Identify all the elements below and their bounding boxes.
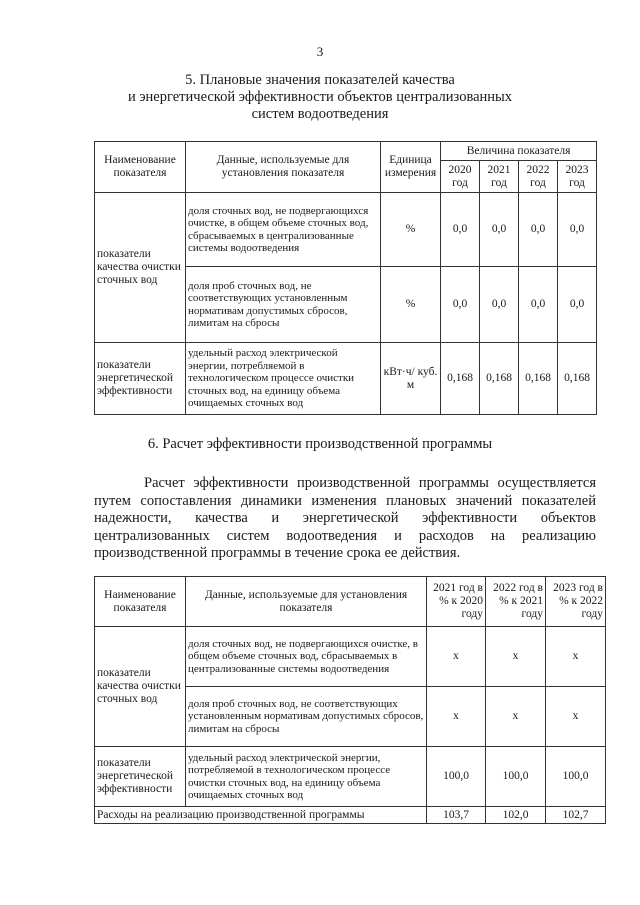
header-unit: Единица измерения xyxy=(381,142,441,193)
row-data: доля проб сточных вод, не соответствующих установленным нормативам допустимых сбросов, лимитам на сбросы xyxy=(186,267,381,343)
row-value: 100,0 xyxy=(546,747,606,807)
group-energy: показатели энергетической эффективности xyxy=(95,343,186,415)
header-year: 2022 год xyxy=(519,161,558,193)
row-unit: кВт·ч/ куб. м xyxy=(381,343,441,415)
header-period: 2023 год в % к 2022 году xyxy=(546,577,606,627)
section-6-paragraph xyxy=(94,475,596,563)
paragraph-line: надежности, качества и энергетической эффективности объектов xyxy=(94,510,596,526)
expenses-value: 103,7 xyxy=(427,807,486,824)
row-value: 0,0 xyxy=(441,267,480,343)
section-6-title: 6. Расчет эффективности производственной программы xyxy=(147,436,493,452)
row-value: х xyxy=(486,627,546,687)
row-data: доля сточных вод, не подвергающихся очистке, в общем объеме сточных вод, сбрасываемых в централизованные системы водоотведения xyxy=(186,193,381,267)
header-data: Данные, используемые для установления показателя xyxy=(186,577,427,627)
indicators-table xyxy=(94,141,597,415)
row-value: х xyxy=(427,687,486,747)
section-5-title-line: 5. Плановые значения показателей качества xyxy=(185,72,455,88)
row-data: доля сточных вод, не подвергающихся очистке, в общем объеме сточных вод, сбрасываемых в централизованные системы водоотведения xyxy=(186,627,427,687)
row-value: 0,0 xyxy=(558,193,597,267)
expenses-value: 102,0 xyxy=(486,807,546,824)
row-value: 100,0 xyxy=(486,747,546,807)
row-value: 0,168 xyxy=(558,343,597,415)
row-unit: % xyxy=(381,267,441,343)
page-number: 3 xyxy=(316,44,324,59)
expenses-value: 102,7 xyxy=(546,807,606,824)
row-data: удельный расход электрической энергии, потребляемой в технологическом процессе очистки сточных вод, на единицу объема очищаемых сточных вод xyxy=(186,747,427,807)
header-year: 2021 год xyxy=(480,161,519,193)
paragraph-line: производственной программы в течение срока ее действия. xyxy=(94,545,461,561)
row-value: х xyxy=(486,687,546,747)
row-value: 0,168 xyxy=(519,343,558,415)
row-value: 0,0 xyxy=(480,193,519,267)
section-5-title xyxy=(0,72,640,123)
group-energy: показатели энергетической эффективности xyxy=(95,747,186,807)
row-unit: % xyxy=(381,193,441,267)
paragraph-line: Расчет эффективности производственной программы осуществляется xyxy=(144,475,596,491)
expenses-label: Расходы на реализацию производственной программы xyxy=(95,807,427,824)
row-value: 0,168 xyxy=(441,343,480,415)
paragraph-line: путем сопоставления динамики изменения плановых значений показателей xyxy=(94,492,596,509)
paragraph-line: централизованных систем водоотведения и расходов на реализацию xyxy=(94,527,596,544)
row-value: 0,0 xyxy=(441,193,480,267)
row-value: 100,0 xyxy=(427,747,486,807)
row-value: 0,0 xyxy=(519,267,558,343)
efficiency-table xyxy=(94,576,606,824)
row-value: 0,0 xyxy=(558,267,597,343)
header-name: Наименование показателя xyxy=(95,142,186,193)
group-quality: показатели качества очистки сточных вод xyxy=(95,627,186,747)
row-data: удельный расход электрической энергии, потребляемой в технологическом процессе очистки сточных вод, на единицу объема очищаемых сточных вод xyxy=(186,343,381,415)
header-name: Наименование показателя xyxy=(95,577,186,627)
row-value: 0,0 xyxy=(519,193,558,267)
header-year: 2023 год xyxy=(558,161,597,193)
row-data: доля проб сточных вод, не соответствующих установленным нормативам допустимых сбросов, лимитам на сбросы xyxy=(186,687,427,747)
row-value: 0,168 xyxy=(480,343,519,415)
row-value: х xyxy=(546,627,606,687)
row-value: 0,0 xyxy=(480,267,519,343)
row-value: х xyxy=(427,627,486,687)
row-value: х xyxy=(546,687,606,747)
header-period: 2022 год в % к 2021 году xyxy=(486,577,546,627)
section-5-title-line: систем водоотведения xyxy=(251,106,389,122)
header-year: 2020 год xyxy=(441,161,480,193)
header-data: Данные, используемые для установления показателя xyxy=(186,142,381,193)
group-quality: показатели качества очистки сточных вод xyxy=(95,193,186,343)
header-period: 2021 год в % к 2020 году xyxy=(427,577,486,627)
header-magnitude: Величина показателя xyxy=(441,142,597,161)
section-5-title-line: и энергетической эффективности объектов централизованных xyxy=(127,89,513,105)
